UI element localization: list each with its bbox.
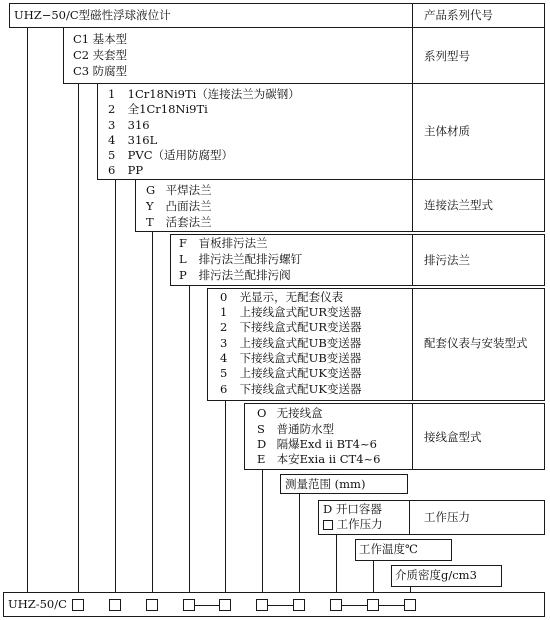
drain-option: F 盲板排污法兰	[179, 236, 268, 250]
junction-option: D 隔爆Exd ii BT4~6	[257, 437, 377, 451]
series-option: C2 夹套型	[73, 48, 128, 62]
instrument-option: 1 上接线盒式配UR变送器	[220, 305, 362, 319]
flange-option: Y 凸面法兰	[146, 199, 212, 213]
connector-line	[299, 494, 300, 593]
pressure-option-pressure: 工作压力	[323, 517, 383, 532]
connector-line	[115, 180, 116, 593]
material-option: 1 1Cr18Ni9Ti（连接法兰为碳钢）	[108, 87, 300, 101]
instrument-option: 0 光显示，无配套仪表	[220, 290, 344, 304]
code-box-drain[interactable]	[183, 599, 195, 611]
connector-line	[189, 286, 190, 593]
dash-connector	[195, 605, 219, 606]
series-option: C1 基本型	[73, 32, 128, 46]
code-box-range[interactable]	[293, 599, 305, 611]
instrument-option: 3 上接线盒式配UB变送器	[220, 336, 362, 350]
footer-model: UHZ-50/C	[8, 597, 67, 611]
checkbox-icon	[323, 520, 333, 530]
code-box-flange[interactable]	[146, 599, 158, 611]
temperature-label: 工作温度℃	[359, 542, 418, 556]
density-label: 介质密度g/cm3	[395, 568, 477, 582]
series-option: C3 防腐型	[73, 64, 128, 78]
drain-option: P 排污法兰配排污阀	[179, 268, 291, 282]
code-box-junction[interactable]	[256, 599, 268, 611]
instrument-right-label: 配套仪表与安装型式	[424, 336, 528, 350]
code-box-pressure[interactable]	[330, 599, 342, 611]
drain-option: L 排污法兰配排污螺钉	[179, 252, 303, 266]
pressure-right-label: 工作压力	[424, 510, 470, 524]
code-box-density[interactable]	[404, 599, 416, 611]
material-right-label: 主体材质	[424, 124, 470, 138]
code-box-material[interactable]	[109, 599, 121, 611]
junction-option: S 普通防水型	[257, 422, 335, 436]
dash-connector	[379, 605, 404, 606]
connector-line	[410, 587, 411, 593]
dash-connector	[342, 605, 367, 606]
junction-right-label: 接线盒型式	[424, 430, 482, 444]
connector-line	[78, 84, 79, 593]
material-option: 5 PVC（适用防腐型）	[108, 148, 233, 162]
connector-line	[152, 232, 153, 593]
junction-option: E 本安Exia ii CT4~6	[257, 452, 381, 466]
header-title: UHZ−50/C型磁性浮球液位计	[14, 8, 171, 22]
material-option: 3 316	[108, 118, 150, 132]
material-option: 6 PP	[108, 163, 144, 177]
flange-option: G 平焊法兰	[146, 183, 212, 197]
pressure-option-open: D 开口容器	[323, 502, 382, 516]
connector-line	[262, 470, 263, 593]
code-box-series[interactable]	[72, 599, 84, 611]
dash-connector	[268, 605, 293, 606]
series-right-label: 系列型号	[424, 49, 470, 63]
flange-right-label: 连接法兰型式	[424, 198, 493, 212]
flange-option: T 活套法兰	[146, 215, 212, 229]
connector-line	[225, 401, 226, 593]
header-right-label: 产品系列代号	[424, 8, 493, 22]
connector-line	[336, 535, 337, 593]
material-option: 4 316L	[108, 133, 158, 147]
instrument-option: 2 下接线盒式配UR变送器	[220, 320, 362, 334]
code-box-instrument[interactable]	[219, 599, 231, 611]
instrument-option: 5 上接线盒式配UK变送器	[220, 366, 362, 380]
junction-option: O 无接线盒	[257, 406, 323, 420]
instrument-option: 6 下接线盒式配UK变送器	[220, 382, 362, 396]
material-option: 2 全1Cr18Ni9Ti	[108, 102, 208, 116]
instrument-option: 4 下接线盒式配UB变送器	[220, 351, 362, 365]
connector-line	[373, 561, 374, 593]
connector-line	[27, 28, 28, 593]
code-box-temperature[interactable]	[367, 599, 379, 611]
drain-right-label: 排污法兰	[424, 253, 470, 267]
range-label: 测量范围 (mm)	[285, 477, 366, 491]
